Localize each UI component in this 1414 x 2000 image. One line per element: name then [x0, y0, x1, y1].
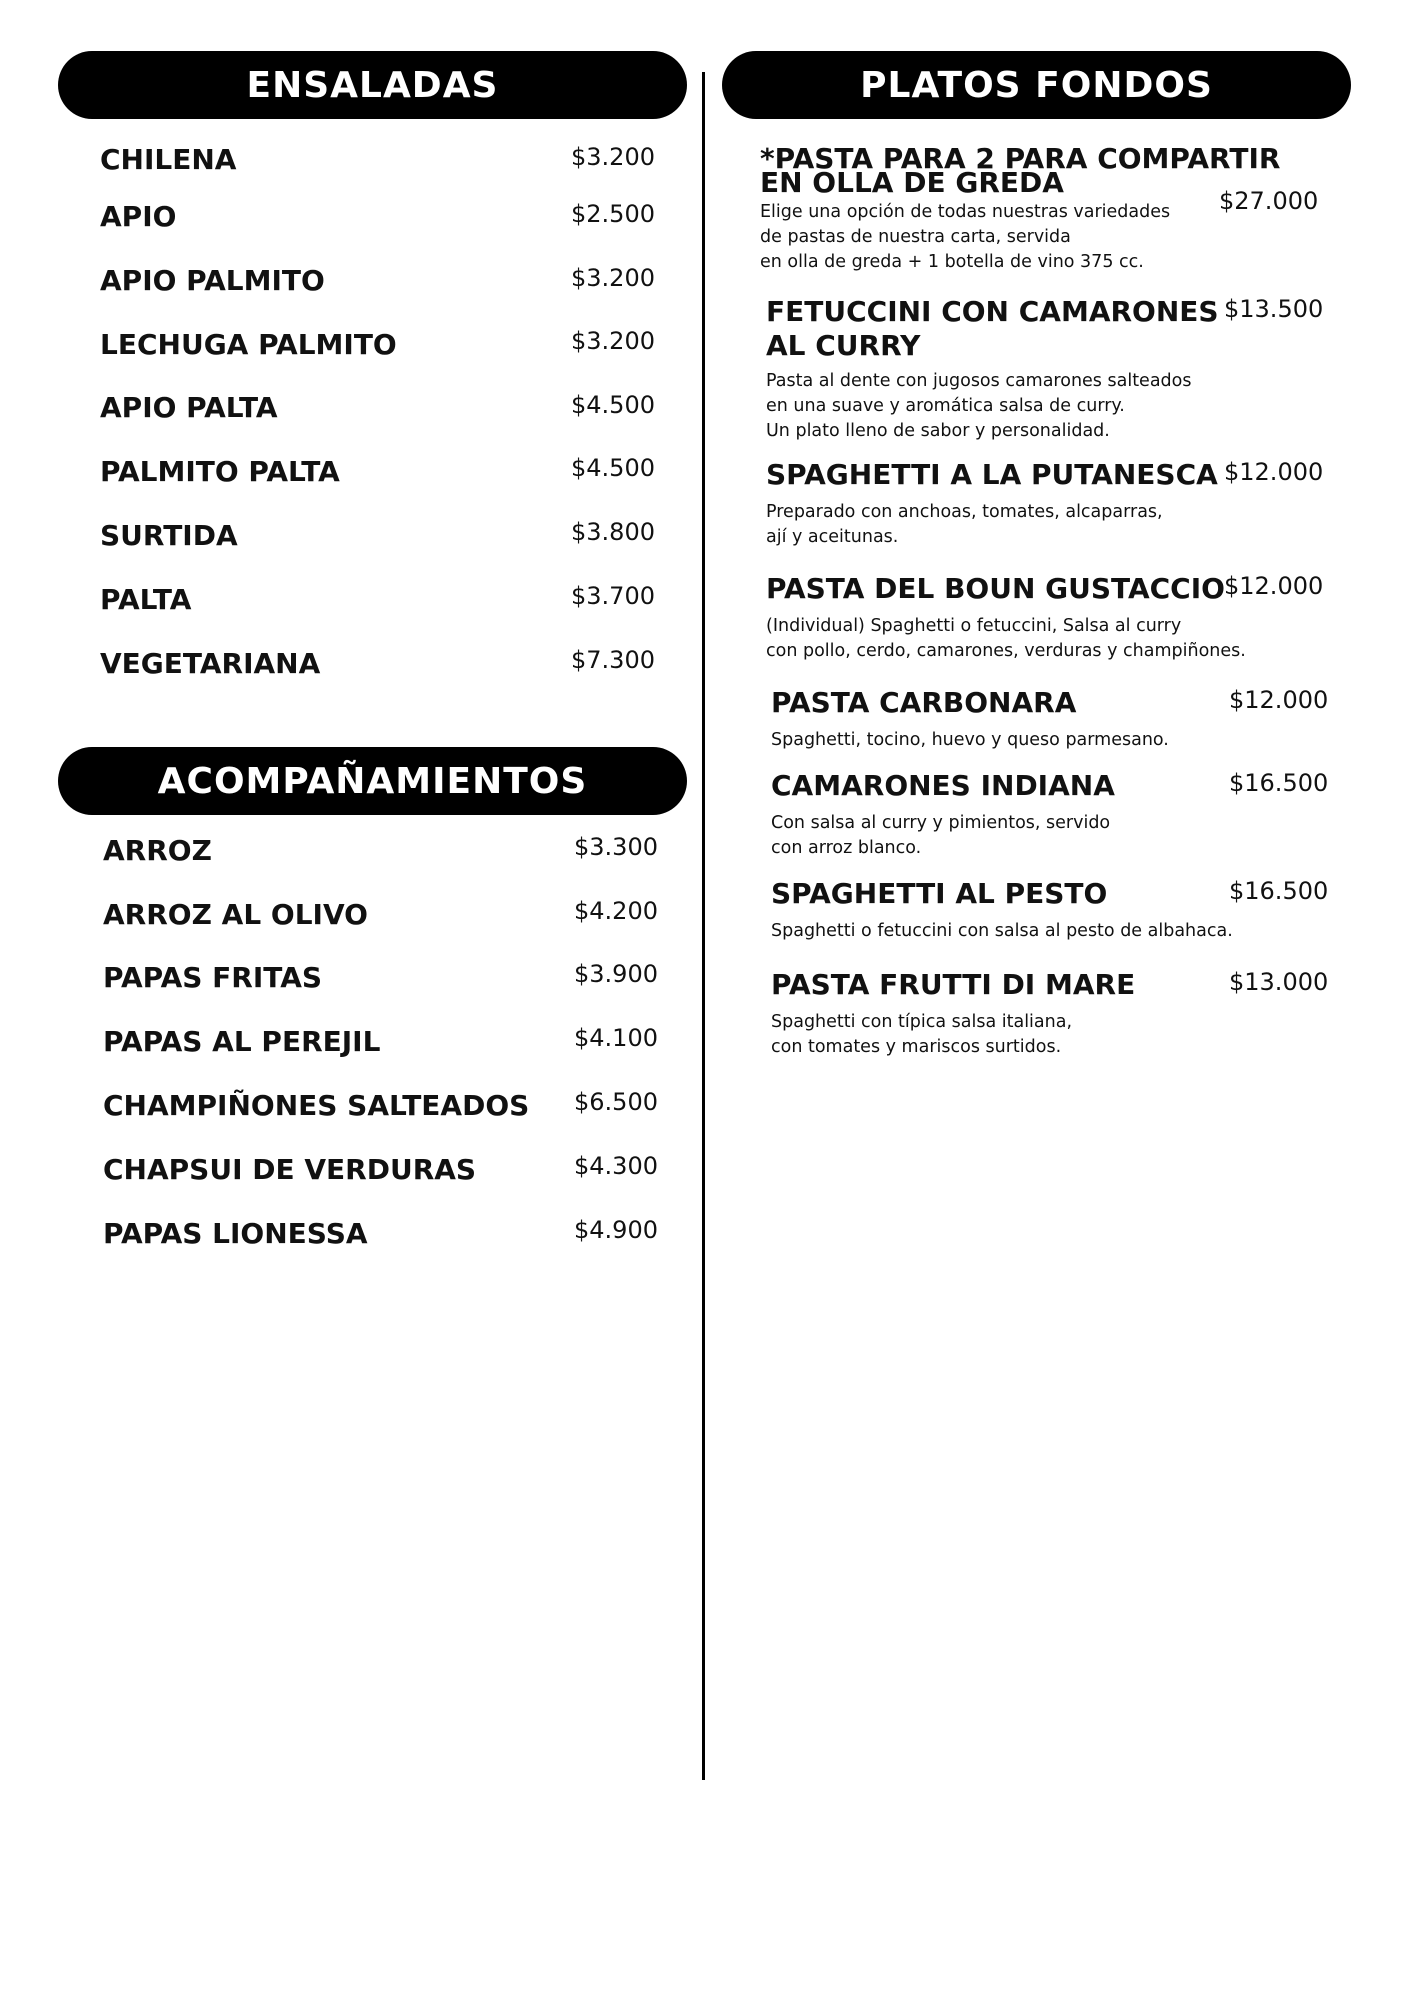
plato-name: PASTA CARBONARA: [771, 686, 1077, 719]
ensalada-name: LECHUGA PALMITO: [100, 328, 397, 361]
plato-description: Elige una opción de todas nuestras variedades de pastas de nuestra carta, servida en olla de greda + 1 botella de vino 375 cc.: [760, 202, 1171, 272]
plato-description: Preparado con anchoas, tomates, alcaparras, ají y aceitunas.: [766, 502, 1163, 547]
column-divider: [702, 72, 705, 1780]
acompanamiento-name: PAPAS FRITAS: [103, 961, 323, 994]
acompanamiento-name: CHAPSUI DE VERDURAS: [103, 1153, 477, 1186]
acompanamiento-name: ARROZ: [103, 834, 212, 867]
plato-name: PASTA DEL BOUN GUSTACCIO: [766, 572, 1225, 605]
plato-name: PASTA FRUTTI DI MARE: [771, 968, 1136, 1001]
plato-price: $16.500: [1229, 769, 1329, 797]
plato-name: *PASTA PARA 2 PARA COMPARTIR EN OLLA DE GREDA: [760, 142, 1281, 199]
ensalada-name: SURTIDA: [100, 519, 238, 552]
plato-price: $13.500: [1224, 295, 1324, 323]
plato-description: Pasta al dente con jugosos camarones salteados en una suave y aromática salsa de curry. Un plato lleno de sabor y personalidad.: [766, 371, 1192, 441]
plato-price: $16.500: [1229, 877, 1329, 905]
ensalada-name: CHILENA: [100, 143, 237, 176]
ensalada-price: $2.500: [571, 200, 655, 228]
plato-price: $27.000: [1219, 187, 1319, 215]
ensalada-price: $3.200: [571, 143, 655, 171]
acompanamiento-price: $3.300: [574, 833, 658, 861]
ensalada-price: $3.200: [571, 327, 655, 355]
acompanamiento-name: PAPAS AL PEREJIL: [103, 1025, 381, 1058]
plato-name: SPAGHETTI AL PESTO: [771, 877, 1108, 910]
plato-price: $12.000: [1224, 458, 1324, 486]
acompanamiento-name: CHAMPIÑONES SALTEADOS: [103, 1089, 530, 1122]
plato-name: SPAGHETTI A LA PUTANESCA: [766, 458, 1218, 491]
acompanamiento-price: $4.900: [574, 1216, 658, 1244]
plato-description: Con salsa al curry y pimientos, servido con arroz blanco.: [771, 813, 1111, 858]
plato-description: Spaghetti con típica salsa italiana, con tomates y mariscos surtidos.: [771, 1012, 1073, 1057]
ensaladas-header: ENSALADAS: [58, 51, 687, 119]
acompanamiento-price: $4.100: [574, 1024, 658, 1052]
ensalada-name: APIO: [100, 200, 177, 233]
ensalada-name: APIO PALMITO: [100, 264, 325, 297]
ensalada-price: $3.200: [571, 264, 655, 292]
ensalada-name: PALTA: [100, 583, 192, 616]
plato-price: $12.000: [1229, 686, 1329, 714]
acompanamiento-price: $4.200: [574, 897, 658, 925]
ensalada-name: APIO PALTA: [100, 391, 278, 424]
ensalada-price: $4.500: [571, 391, 655, 419]
ensalada-price: $3.700: [571, 582, 655, 610]
acompanamientos-header: ACOMPAÑAMIENTOS: [58, 747, 687, 815]
platos-fondos-header: PLATOS FONDOS: [722, 51, 1351, 119]
plato-price: $13.000: [1229, 968, 1329, 996]
ensalada-price: $4.500: [571, 454, 655, 482]
plato-name: FETUCCINI CON CAMARONES AL CURRY: [766, 295, 1219, 362]
acompanamiento-price: $3.900: [574, 960, 658, 988]
acompanamiento-price: $4.300: [574, 1152, 658, 1180]
acompanamiento-name: PAPAS LIONESSA: [103, 1217, 368, 1250]
acompanamiento-name: ARROZ AL OLIVO: [103, 898, 368, 931]
plato-description: Spaghetti o fetuccini con salsa al pesto de albahaca.: [771, 921, 1233, 941]
ensalada-name: VEGETARIANA: [100, 647, 321, 680]
acompanamiento-price: $6.500: [574, 1088, 658, 1116]
plato-price: $12.000: [1224, 572, 1324, 600]
plato-name: CAMARONES INDIANA: [771, 769, 1115, 802]
ensalada-name: PALMITO PALTA: [100, 455, 340, 488]
ensalada-price: $7.300: [571, 646, 655, 674]
ensalada-price: $3.800: [571, 518, 655, 546]
plato-description: (Individual) Spaghetti o fetuccini, Salsa al curry con pollo, cerdo, camarones, verduras y champiñones.: [766, 616, 1246, 661]
plato-description: Spaghetti, tocino, huevo y queso parmesano.: [771, 730, 1169, 750]
